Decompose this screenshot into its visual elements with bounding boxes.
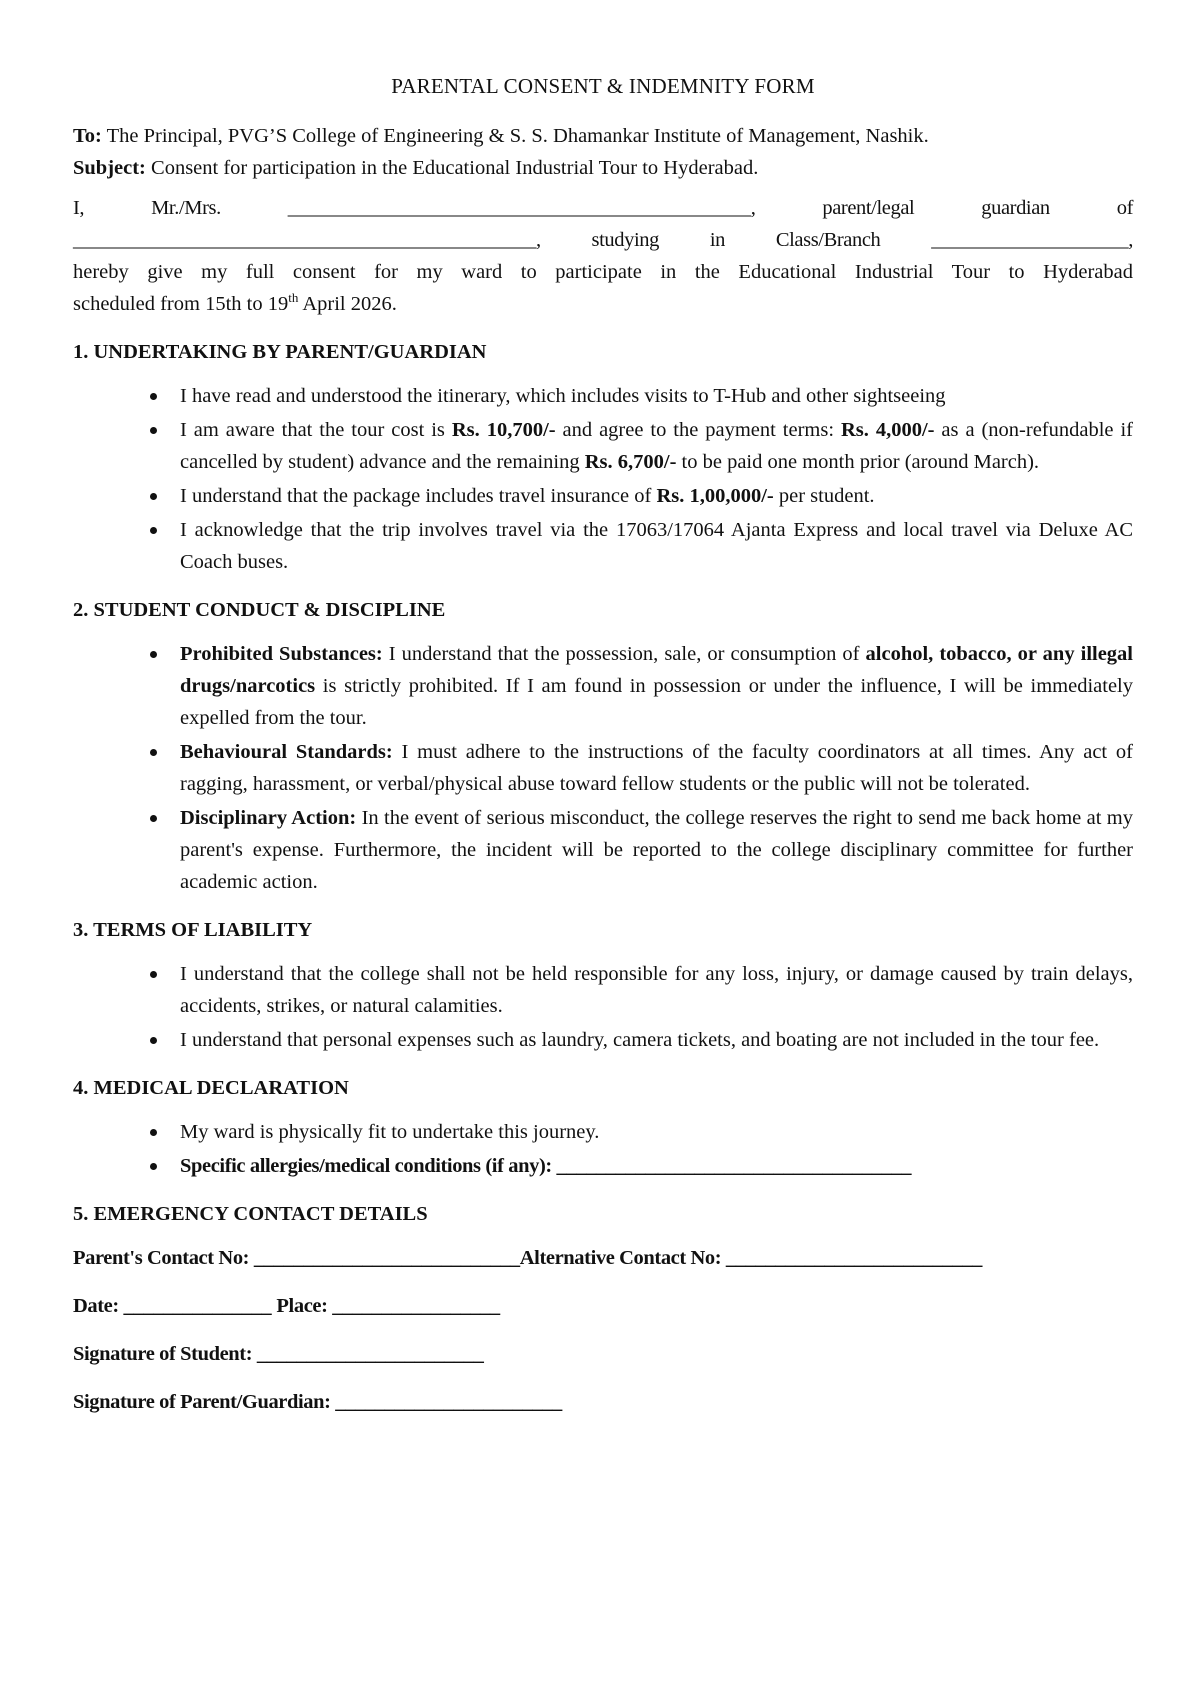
date-place-row: [73, 1290, 1133, 1322]
section-3-heading: 3. TERMS OF LIABILITY: [73, 919, 313, 941]
list-item: My ward is physically fit to undertake this journey.: [180, 1116, 1133, 1148]
section-1-heading: 1. UNDERTAKING BY PARENT/GUARDIAN: [73, 341, 487, 363]
section-2-heading: 2. STUDENT CONDUCT & DISCIPLINE: [73, 599, 446, 621]
contact-row: [73, 1242, 1133, 1274]
section-4-heading: 4. MEDICAL DECLARATION: [73, 1077, 349, 1099]
list-item: I acknowledge that the trip involves travel via the 17063/17064 Ajanta Express and local travel via Deluxe AC Coach buses.: [180, 514, 1133, 578]
to-text: The Principal, PVG’S College of Engineering & S. S. Dhamankar Institute of Management, Nashik.: [101, 125, 929, 147]
student-signature-field[interactable]: Signature of Student: _______________________: [73, 1343, 484, 1365]
form-title: PARENTAL CONSENT & INDEMNITY FORM: [391, 74, 815, 98]
section-2-list: [73, 638, 1133, 898]
subject-text: Consent for participation in the Educational Industrial Tour to Hyderabad.: [145, 157, 759, 179]
list-item: I understand that the package includes travel insurance of Rs. 1,00,000/- per student.: [180, 480, 1133, 512]
section-3-list: [73, 958, 1133, 1056]
date-field[interactable]: Date: _______________: [73, 1295, 272, 1317]
list-item: Behavioural Standards: I must adhere to the instructions of the faculty coordinators at all times. Any act of ragging, harassment, or verbal/physical abuse toward fellow students or the public will not be tolerated.: [180, 736, 1133, 800]
to-line: [73, 120, 1133, 152]
consent-line-1: I, Mr./Mrs. _______________________________________________, parent/legal guardian of: [73, 197, 1133, 219]
ordinal-suffix: th: [288, 290, 299, 306]
to-label: To:: [73, 125, 102, 147]
consent-line-2: _______________________________________________, studying in Class/Branch ____________________,: [73, 229, 1133, 251]
parent-signature-field[interactable]: Signature of Parent/Guardian: _______________________: [73, 1391, 562, 1413]
section-1-list: [73, 380, 1133, 578]
list-item: Prohibited Substances: I understand that the possession, sale, or consumption of alcohol, tobacco, or any illegal drugs/narcotics is strictly prohibited. If I am found in possession or under the influence, I will be immediately expelled from the tour.: [180, 638, 1133, 734]
consent-line-4: scheduled from 15th to 19th April 2026.: [73, 290, 397, 315]
subject-label: Subject:: [73, 157, 146, 179]
list-item: I have read and understood the itinerary, which includes visits to T-Hub and other sightseeing: [180, 380, 1133, 412]
section-4-list: [73, 1116, 1133, 1182]
section-5-heading: 5. EMERGENCY CONTACT DETAILS: [73, 1203, 428, 1225]
list-item: Disciplinary Action: In the event of serious misconduct, the college reserves the right to send me back home at my parent's expense. Furthermore, the incident will be reported to the college disciplinary committee for further academic action.: [180, 802, 1133, 898]
list-item: I understand that personal expenses such as laundry, camera tickets, and boating are not included in the tour fee.: [180, 1024, 1133, 1056]
list-item: I understand that the college shall not be held responsible for any loss, injury, or damage caused by train delays, accidents, strikes, or natural calamities.: [180, 958, 1133, 1022]
subject-line: [73, 152, 1133, 184]
parent-contact-field[interactable]: Parent's Contact No: ___________________________: [73, 1247, 520, 1269]
place-field[interactable]: Place: _________________: [276, 1295, 500, 1317]
allergies-field[interactable]: Specific allergies/medical conditions (if any): ____________________________________: [180, 1150, 1133, 1182]
list-item: I am aware that the tour cost is Rs. 10,700/- and agree to the payment terms: Rs. 4,000/- as a (non-refundable if cancelled by student) advance and the remaining Rs. 6,700/- to be paid one month prior (around March).: [180, 414, 1133, 478]
consent-line-3: hereby give my full consent for my ward to participate in the Educational Industrial Tour to Hyderabad: [73, 261, 1133, 283]
alternative-contact-field[interactable]: Alternative Contact No: __________________________: [519, 1247, 983, 1269]
